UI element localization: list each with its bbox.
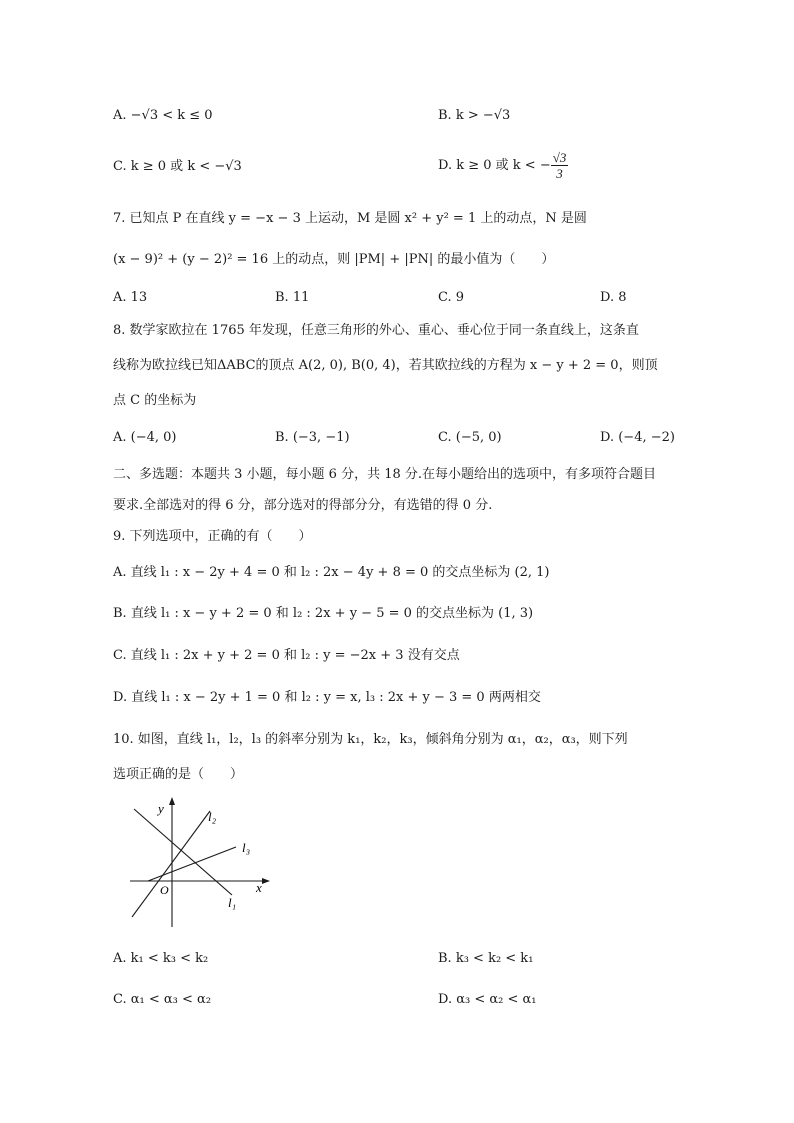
q10-option-b: B. k₃ < k₂ < k₁ xyxy=(438,951,534,966)
label-l2: l₂ xyxy=(208,809,217,824)
y-axis-arrow-icon xyxy=(169,797,175,805)
q7-option-b: B. 11 xyxy=(275,290,310,305)
fraction-numerator: √3 xyxy=(552,150,567,165)
q6-option-c: C. k ≥ 0 或 k < −√3 xyxy=(113,159,242,174)
q9-option-b: B. 直线 l₁ : x − y + 2 = 0 和 l₂ : 2x + y − 5 = 0 的交点坐标为 (1, 3) xyxy=(113,606,534,621)
q10-option-a: A. k₁ < k₃ < k₂ xyxy=(113,951,209,966)
q6-option-d-fraction xyxy=(551,150,569,181)
label-l3: l₃ xyxy=(242,840,251,855)
q10-stem-line2: 选项正确的是（ ） xyxy=(113,767,244,782)
q6-option-d xyxy=(438,148,568,184)
q7-option-c: C. 9 xyxy=(438,290,465,305)
q7-option-a: A. 13 xyxy=(113,290,148,305)
q8-option-c: C. (−5, 0) xyxy=(438,430,502,445)
q10-option-d: D. α₃ < α₂ < α₁ xyxy=(438,992,537,1007)
x-axis-label: x xyxy=(256,880,262,895)
fraction-denominator: 3 xyxy=(556,166,563,181)
q6-option-b: B. k > −√3 xyxy=(438,108,511,123)
q10-stem-line1: 10. 如图，直线 l₁，l₂，l₃ 的斜率分别为 k₁，k₂，k₃，倾斜角分别为 α₁，α₂，α₃，则下列 xyxy=(113,732,628,747)
section2-instructions-line1: 二、多选题：本题共 3 小题，每小题 6 分，共 18 分.在每小题给出的选项中，有多项符合题目 xyxy=(113,467,657,482)
q6-option-a: A. −√3 < k ≤ 0 xyxy=(113,108,213,123)
x-axis-arrow-icon xyxy=(262,878,270,884)
q9-option-c: C. 直线 l₁ : 2x + y + 2 = 0 和 l₂ : y = −2x + 3 没有交点 xyxy=(113,648,460,663)
line-l2 xyxy=(132,811,210,917)
section2-instructions-line2: 要求.全部选对的得 6 分，部分选对的得部分分，有选错的得 0 分. xyxy=(113,498,493,513)
q10-option-c: C. α₁ < α₃ < α₂ xyxy=(113,992,212,1007)
label-l1: l₁ xyxy=(228,895,237,910)
q8-stem-line2: 线称为欧拉线已知ΔABC的顶点 A(2, 0), B(0, 4)，若其欧拉线的方程为 x − y + 2 = 0，则顶 xyxy=(113,358,658,373)
q10-line-figure xyxy=(128,795,278,935)
q7-stem-line2: (x − 9)² + (y − 2)² = 16 上的动点，则 |PM| + |PN| 的最小值为（ ） xyxy=(113,252,555,267)
line-l1 xyxy=(134,809,232,895)
q8-option-a: A. (−4, 0) xyxy=(113,430,177,445)
q6-option-d-text: D. k ≥ 0 或 k < − xyxy=(438,158,551,173)
q8-stem-line3: 点 C 的坐标为 xyxy=(113,393,197,408)
q8-stem-line1: 8. 数学家欧拉在 1765 年发现，任意三角形的外心、重心、垂心位于同一条直线上，这条直 xyxy=(113,323,639,338)
q7-stem-line1: 7. 已知点 P 在直线 y = −x − 3 上运动，M 是圆 x² + y² = 1 上的动点，N 是圆 xyxy=(113,211,587,226)
q9-option-d: D. 直线 l₁ : x − 2y + 1 = 0 和 l₂ : y = x, l₃ : 2x + y − 3 = 0 两两相交 xyxy=(113,690,541,705)
y-axis-label: y xyxy=(158,801,164,816)
line-l3 xyxy=(148,847,236,881)
q8-option-b: B. (−3, −1) xyxy=(275,430,350,445)
q9-stem: 9. 下列选项中，正确的有（ ） xyxy=(113,529,312,544)
q7-option-d: D. 8 xyxy=(600,290,627,305)
origin-label: O xyxy=(160,883,169,897)
q9-option-a: A. 直线 l₁ : x − 2y + 4 = 0 和 l₂ : 2x − 4y + 8 = 0 的交点坐标为 (2, 1) xyxy=(113,565,550,580)
q8-option-d: D. (−4, −2) xyxy=(600,430,675,445)
